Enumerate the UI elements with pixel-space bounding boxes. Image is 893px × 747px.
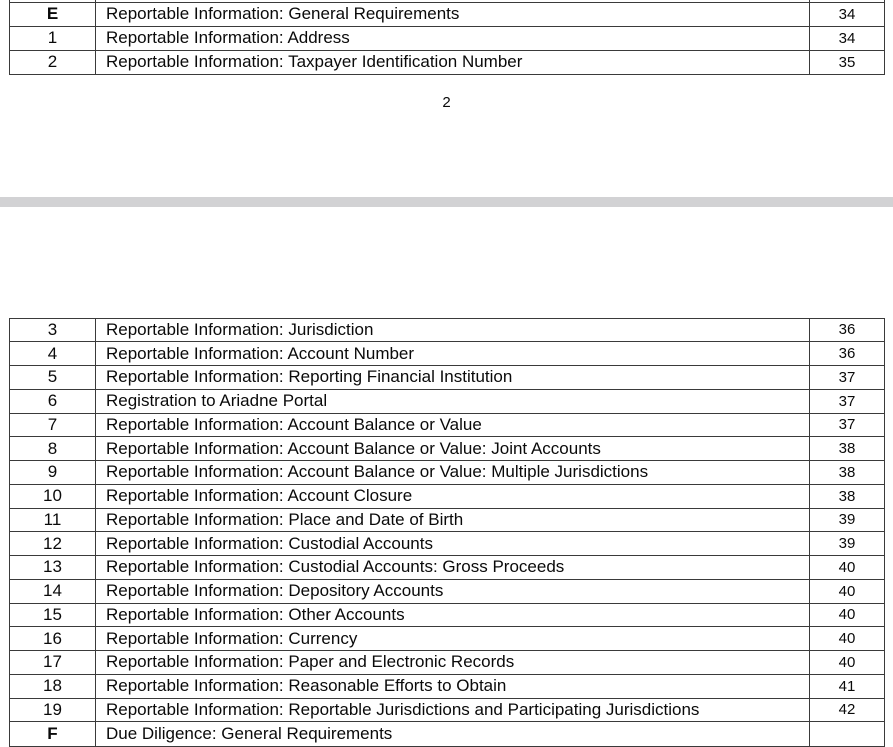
toc-item-number: 9 (10, 461, 96, 484)
toc-item-page: 40 (810, 604, 884, 627)
pdf-page-3 (0, 207, 893, 729)
toc-item-page: 34 (810, 3, 884, 26)
toc-row-19[interactable] (10, 699, 884, 723)
page-number-footer: 2 (0, 94, 893, 111)
toc-item-page: 40 (810, 651, 884, 674)
toc-item-number: 1 (10, 27, 96, 50)
toc-row-E[interactable] (10, 3, 884, 27)
toc-item-title: Reportable Information: Account Balance or Value: Joint Accounts (96, 437, 810, 460)
toc-item-title: Reportable Information: Reasonable Efforts to Obtain (96, 675, 810, 698)
toc-item-number: 12 (10, 532, 96, 555)
toc-item-page: 36 (810, 342, 884, 365)
toc-item-title: Reportable Information: Other Accounts (96, 604, 810, 627)
toc-item-page: 37 (810, 366, 884, 389)
toc-row-11[interactable] (10, 509, 884, 533)
toc-item-number: 2 (10, 51, 96, 75)
toc-item-number: 19 (10, 699, 96, 722)
toc-item-number: 15 (10, 604, 96, 627)
toc-item-title: Registration to Ariadne Portal (96, 390, 810, 413)
toc-row-3[interactable] (10, 319, 884, 343)
toc-table-page2 (9, 0, 885, 75)
toc-item-page: 40 (810, 580, 884, 603)
toc-item-number: 8 (10, 437, 96, 460)
toc-item-number: 18 (10, 675, 96, 698)
toc-row-1[interactable] (10, 27, 884, 51)
toc-row-13[interactable] (10, 556, 884, 580)
toc-row-18[interactable] (10, 675, 884, 699)
toc-item-page: 42 (810, 699, 884, 722)
toc-item-page: 38 (810, 437, 884, 460)
toc-item-page: 41 (810, 675, 884, 698)
toc-item-page: 39 (810, 509, 884, 532)
pdf-page-2 (0, 0, 893, 197)
toc-item-title: Reportable Information: Account Closure (96, 485, 810, 508)
toc-item-number: 11 (10, 509, 96, 532)
toc-item-number (10, 0, 96, 2)
toc-item-number: 5 (10, 366, 96, 389)
toc-item-page: 35 (810, 51, 884, 75)
toc-row-5[interactable] (10, 366, 884, 390)
toc-row-F[interactable] (10, 722, 884, 746)
toc-row-15[interactable] (10, 604, 884, 628)
toc-table-page3 (9, 318, 885, 747)
toc-row-16[interactable] (10, 627, 884, 651)
toc-item-page: 36 (810, 319, 884, 342)
toc-row-6[interactable] (10, 390, 884, 414)
toc-item-page: 37 (810, 414, 884, 437)
toc-item-title: Reportable Information: Jurisdiction (96, 319, 810, 342)
toc-item-number: E (10, 3, 96, 26)
toc-row-17[interactable] (10, 651, 884, 675)
toc-item-number: 13 (10, 556, 96, 579)
toc-item-number: 17 (10, 651, 96, 674)
toc-item-page: 38 (810, 485, 884, 508)
toc-item-title: Reportable Information: Paper and Electronic Records (96, 651, 810, 674)
toc-item-page (810, 0, 884, 2)
toc-item-title: Reportable Information: Account Balance or Value: Multiple Jurisdictions (96, 461, 810, 484)
toc-item-title: Reportable Information: Place and Date of Birth (96, 509, 810, 532)
toc-item-title: Reportable Information: Account Balance or Value (96, 414, 810, 437)
toc-item-title: Reportable Information: Custodial Accounts: Gross Proceeds (96, 556, 810, 579)
toc-row-7[interactable] (10, 414, 884, 438)
toc-item-title: Reportable Information: Depository Accounts (96, 580, 810, 603)
toc-item-number: F (10, 722, 96, 746)
toc-item-title: Reportable Information: Custodial Accounts (96, 532, 810, 555)
toc-item-page: 40 (810, 556, 884, 579)
toc-item-title: Reportable Information: Taxpayer Identification Number (96, 51, 810, 75)
toc-row-2[interactable] (10, 51, 884, 75)
toc-item-page: 39 (810, 532, 884, 555)
toc-item-number: 6 (10, 390, 96, 413)
toc-item-page: 34 (810, 27, 884, 50)
toc-item-page: 38 (810, 461, 884, 484)
toc-item-title (96, 0, 810, 2)
toc-item-title: Due Diligence: General Requirements (96, 722, 810, 746)
toc-row-12[interactable] (10, 532, 884, 556)
toc-item-title: Reportable Information: Reporting Financial Institution (96, 366, 810, 389)
toc-row-8[interactable] (10, 437, 884, 461)
toc-item-title: Reportable Information: Reportable Jurisdictions and Participating Jurisdictions (96, 699, 810, 722)
toc-item-number: 10 (10, 485, 96, 508)
toc-item-page: 40 (810, 627, 884, 650)
toc-item-page (810, 722, 884, 746)
toc-row-9[interactable] (10, 461, 884, 485)
toc-item-title: Reportable Information: Account Number (96, 342, 810, 365)
toc-item-title: Reportable Information: Currency (96, 627, 810, 650)
toc-item-number: 7 (10, 414, 96, 437)
page-separator (0, 197, 893, 207)
toc-item-number: 14 (10, 580, 96, 603)
toc-item-page: 37 (810, 390, 884, 413)
toc-item-title: Reportable Information: General Requirements (96, 3, 810, 26)
toc-item-number: 3 (10, 319, 96, 342)
toc-item-title: Reportable Information: Address (96, 27, 810, 50)
toc-item-number: 16 (10, 627, 96, 650)
toc-row-10[interactable] (10, 485, 884, 509)
toc-row-4[interactable] (10, 342, 884, 366)
toc-item-number: 4 (10, 342, 96, 365)
toc-row-14[interactable] (10, 580, 884, 604)
